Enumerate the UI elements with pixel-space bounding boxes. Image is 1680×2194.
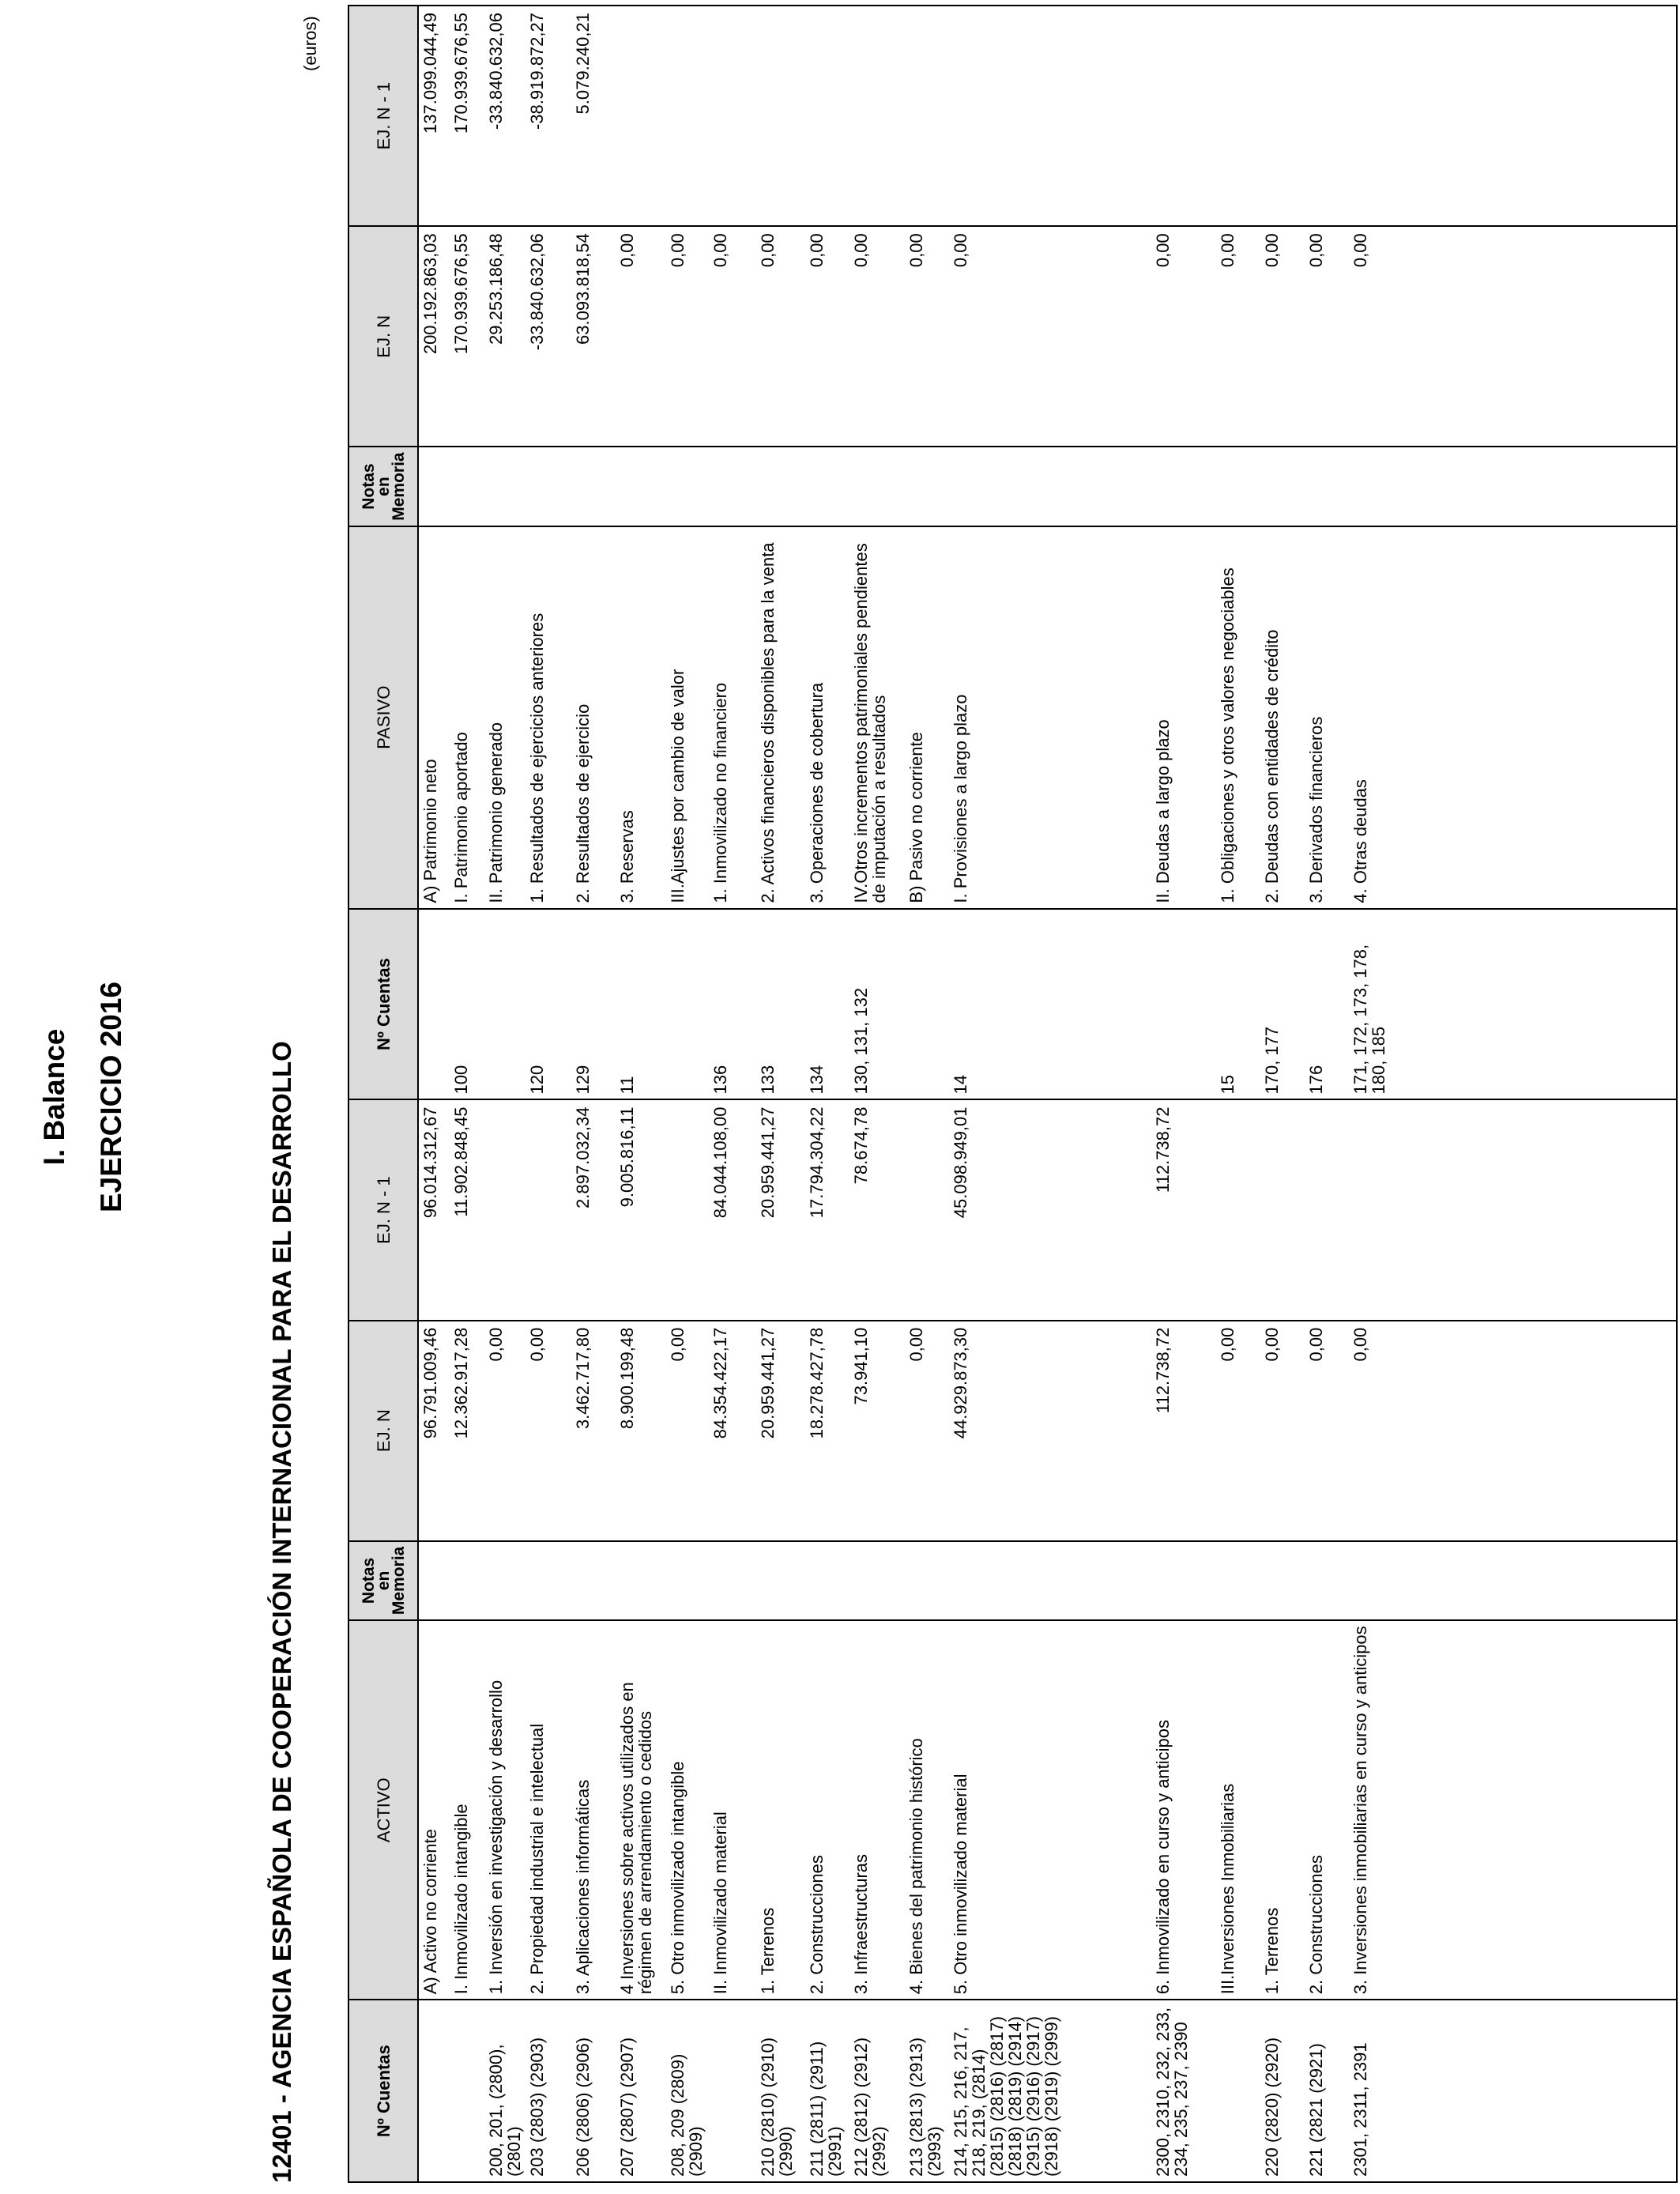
empty-cell — [1398, 447, 1677, 526]
pasivo-ejn-cell: 0,00 — [905, 226, 949, 447]
empty-cell — [1398, 1541, 1677, 1620]
pasivo-ejn1-cell — [666, 6, 709, 226]
pasivo-cuentas-cell: 11 — [616, 909, 666, 1100]
activo-notas-cell — [756, 1541, 805, 1620]
activo-ejn1-cell — [1349, 1100, 1398, 1321]
empty-cell — [1398, 2000, 1677, 2182]
activo-label-cell: 2. Construcciones — [1305, 1620, 1349, 2000]
table-row — [849, 6, 905, 2182]
header-pasivo-ejn: EJ. N — [348, 226, 418, 447]
activo-ejn-cell: 73.941,10 — [849, 1321, 905, 1541]
activo-ejn-cell: 0,00 — [525, 1321, 571, 1541]
pasivo-label-cell: II. Patrimonio generado — [484, 526, 525, 909]
table-row — [666, 6, 709, 2182]
empty-cell — [1398, 526, 1677, 909]
pasivo-ejn-cell: 0,00 — [1260, 226, 1305, 447]
activo-ejn-cell: 96.791.009,46 — [418, 1321, 450, 1541]
pasivo-cuentas-cell — [418, 909, 450, 1100]
activo-label-cell: III.Inversiones Inmobiliarias — [1216, 1620, 1260, 2000]
pasivo-notas-cell — [1349, 447, 1398, 526]
pasivo-ejn-cell: 0,00 — [666, 226, 709, 447]
activo-label-cell: A) Activo no corriente — [418, 1620, 450, 2000]
activo-notas-cell — [571, 1541, 616, 1620]
activo-label-cell: 6. Inmovilizado en curso y anticipos — [1151, 1620, 1216, 2000]
activo-label-cell: II. Inmovilizado material — [709, 1620, 756, 2000]
pasivo-notas-cell — [1216, 447, 1260, 526]
activo-notas-cell — [1260, 1541, 1305, 1620]
pasivo-ejn-cell: 0,00 — [805, 226, 849, 447]
activo-label-cell: 4. Bienes del patrimonio histórico — [905, 1620, 949, 2000]
table-row — [1305, 6, 1349, 2182]
pasivo-ejn-cell: 0,00 — [709, 226, 756, 447]
table-row — [450, 6, 484, 2182]
table-row — [418, 6, 450, 2182]
activo-label-cell: 5. Otro inmovilizado material — [949, 1620, 1151, 2000]
activo-ejn-cell: 44.929.873,30 — [949, 1321, 1151, 1541]
activo-notas-cell — [418, 1541, 450, 1620]
activo-ejn-cell: 18.278.427,78 — [805, 1321, 849, 1541]
activo-notas-cell — [849, 1541, 905, 1620]
pasivo-cuentas-cell: 136 — [709, 909, 756, 1100]
pasivo-label-cell: 3. Derivados financieros — [1305, 526, 1349, 909]
table-row — [1349, 6, 1398, 2182]
table-row — [1151, 6, 1216, 2182]
pasivo-label-cell: B) Pasivo no corriente — [905, 526, 949, 909]
pasivo-cuentas-cell: 133 — [756, 909, 805, 1100]
activo-label-cell: 3. Inversiones inmobiliarias en curso y anticipos — [1349, 1620, 1398, 2000]
table-row — [571, 6, 616, 2182]
pasivo-ejn-cell: 0,00 — [756, 226, 805, 447]
pasivo-label-cell: IV.Otros incrementos patrimoniales pendientes de imputación a resultados — [849, 526, 905, 909]
pasivo-notas-cell — [849, 447, 905, 526]
activo-cuentas-cell: 212 (2812) (2912) (2992) — [849, 2000, 905, 2182]
pasivo-notas-cell — [905, 447, 949, 526]
activo-notas-cell — [616, 1541, 666, 1620]
pasivo-ejn-cell: 0,00 — [1151, 226, 1216, 447]
table-row — [756, 6, 805, 2182]
activo-ejn-cell: 0,00 — [484, 1321, 525, 1541]
pasivo-label-cell: A) Patrimonio neto — [418, 526, 450, 909]
activo-notas-cell — [709, 1541, 756, 1620]
pasivo-label-cell: 4. Otras deudas — [1349, 526, 1398, 909]
pasivo-ejn1-cell — [1349, 6, 1398, 226]
header-pasivo-cuentas: Nº Cuentas — [348, 909, 418, 1100]
pasivo-notas-cell — [525, 447, 571, 526]
activo-cuentas-cell: 200, 201, (2800), (2801) — [484, 2000, 525, 2182]
pasivo-label-cell: 2. Activos financieros disponibles para la venta — [756, 526, 805, 909]
pasivo-notas-cell — [949, 447, 1151, 526]
pasivo-ejn1-cell — [949, 6, 1151, 226]
activo-ejn-cell: 0,00 — [905, 1321, 949, 1541]
pasivo-ejn1-cell: -38.919.872,27 — [525, 6, 571, 226]
pasivo-label-cell: III.Ajustes por cambio de valor — [666, 526, 709, 909]
activo-ejn1-cell: 96.014.312,67 — [418, 1100, 450, 1321]
pasivo-notas-cell — [666, 447, 709, 526]
pasivo-notas-cell — [616, 447, 666, 526]
pasivo-cuentas-cell: 134 — [805, 909, 849, 1100]
pasivo-ejn1-cell — [1151, 6, 1216, 226]
pasivo-notas-cell — [1305, 447, 1349, 526]
pasivo-cuentas-cell — [666, 909, 709, 1100]
activo-label-cell: 2. Construcciones — [805, 1620, 849, 2000]
pasivo-label-cell: 1. Inmovilizado no financiero — [709, 526, 756, 909]
activo-ejn-cell: 8.900.199,48 — [616, 1321, 666, 1541]
entity-heading: 12401 - AGENCIA ESPAÑOLA DE COOPERACIÓN INTERNACIONAL PARA EL DESARROLLO — [267, 1041, 296, 2183]
header-activo-cuentas: Nº Cuentas — [348, 2000, 418, 2182]
pasivo-ejn1-cell: 5.079.240,21 — [571, 6, 616, 226]
pasivo-ejn-cell: 29.253.186,48 — [484, 226, 525, 447]
activo-notas-cell — [666, 1541, 709, 1620]
pasivo-label-cell: I. Patrimonio aportado — [450, 526, 484, 909]
header-pasivo-notas: Notas en Memoria — [348, 447, 418, 526]
activo-ejn1-cell — [525, 1100, 571, 1321]
table-row — [949, 6, 1151, 2182]
table-row — [525, 6, 571, 2182]
table-filler-row — [1398, 6, 1677, 2182]
activo-ejn1-cell — [1305, 1100, 1349, 1321]
activo-cuentas-cell: 211 (2811) (2911) (2991) — [805, 2000, 849, 2182]
table-row — [1216, 6, 1260, 2182]
table-row — [805, 6, 849, 2182]
activo-cuentas-cell: 214, 215, 216, 217, 218, 219, (2814) (2815) (2816) (2817) (2818) (2819) (2914) (2915) (2916) (2917) (2918) (2919) (2999) — [949, 2000, 1151, 2182]
pasivo-notas-cell — [756, 447, 805, 526]
pasivo-ejn1-cell — [756, 6, 805, 226]
pasivo-ejn1-cell — [905, 6, 949, 226]
pasivo-label-cell: 1. Obligaciones y otros valores negociables — [1216, 526, 1260, 909]
activo-cuentas-cell: 208, 209 (2809) (2909) — [666, 2000, 709, 2182]
header-activo-notas: Notas en Memoria — [348, 1541, 418, 1620]
activo-cuentas-cell — [418, 2000, 450, 2182]
activo-notas-cell — [1151, 1541, 1216, 1620]
pasivo-ejn-cell: -33.840.632,06 — [525, 226, 571, 447]
activo-label-cell: 3. Aplicaciones informáticas — [571, 1620, 616, 2000]
activo-ejn1-cell — [666, 1100, 709, 1321]
empty-cell — [1398, 1321, 1677, 1541]
pasivo-notas-cell — [484, 447, 525, 526]
activo-ejn1-cell — [1260, 1100, 1305, 1321]
activo-cuentas-cell — [450, 2000, 484, 2182]
pasivo-ejn-cell: 63.093.818,54 — [571, 226, 616, 447]
activo-ejn-cell: 20.959.441,27 — [756, 1321, 805, 1541]
table-header-row — [348, 6, 418, 2182]
pasivo-notas-cell — [805, 447, 849, 526]
pasivo-cuentas-cell: 171, 172, 173, 178, 180, 185 — [1349, 909, 1398, 1100]
pasivo-cuentas-cell — [905, 909, 949, 1100]
pasivo-ejn1-cell — [1305, 6, 1349, 226]
activo-notas-cell — [450, 1541, 484, 1620]
activo-ejn1-cell: 20.959.441,27 — [756, 1100, 805, 1321]
activo-ejn1-cell: 112.738,72 — [1151, 1100, 1216, 1321]
activo-cuentas-cell — [1216, 2000, 1260, 2182]
pasivo-ejn1-cell — [616, 6, 666, 226]
activo-cuentas-cell: 2301, 2311, 2391 — [1349, 2000, 1398, 2182]
header-activo: ACTIVO — [348, 1620, 418, 2000]
activo-notas-cell — [1349, 1541, 1398, 1620]
pasivo-ejn1-cell — [805, 6, 849, 226]
activo-cuentas-cell: 220 (2820) (2920) — [1260, 2000, 1305, 2182]
activo-cuentas-cell — [709, 2000, 756, 2182]
activo-ejn1-cell: 2.897.032,34 — [571, 1100, 616, 1321]
activo-ejn1-cell: 17.794.304,22 — [805, 1100, 849, 1321]
activo-label-cell: 4 Inversiones sobre activos utilizados en régimen de arrendamiento o cedidos — [616, 1620, 666, 2000]
pasivo-cuentas-cell — [484, 909, 525, 1100]
pasivo-cuentas-cell: 129 — [571, 909, 616, 1100]
header-pasivo-ejn1: EJ. N - 1 — [348, 6, 418, 226]
balance-table — [348, 5, 1678, 2183]
activo-ejn1-cell: 84.044.108,00 — [709, 1100, 756, 1321]
table-row — [905, 6, 949, 2182]
pasivo-label-cell: 3. Operaciones de cobertura — [805, 526, 849, 909]
activo-ejn-cell: 0,00 — [1260, 1321, 1305, 1541]
pasivo-ejn1-cell — [1216, 6, 1260, 226]
pasivo-ejn-cell: 0,00 — [1349, 226, 1398, 447]
activo-cuentas-cell: 2300, 2310, 232, 233, 234, 235, 237, 2390 — [1151, 2000, 1216, 2182]
activo-ejn-cell: 0,00 — [1305, 1321, 1349, 1541]
pasivo-notas-cell — [571, 447, 616, 526]
activo-label-cell: 5. Otro inmovilizado intangible — [666, 1620, 709, 2000]
pasivo-label-cell: 1. Resultados de ejercicios anteriores — [525, 526, 571, 909]
activo-notas-cell — [805, 1541, 849, 1620]
activo-cuentas-cell: 206 (2806) (2906) — [571, 2000, 616, 2182]
activo-notas-cell — [1216, 1541, 1260, 1620]
pasivo-ejn-cell: 170.939.676,55 — [450, 226, 484, 447]
empty-cell — [1398, 1620, 1677, 2000]
table-row — [709, 6, 756, 2182]
activo-ejn1-cell: 11.902.848,45 — [450, 1100, 484, 1321]
pasivo-ejn-cell: 0,00 — [849, 226, 905, 447]
activo-ejn1-cell — [1216, 1100, 1260, 1321]
pasivo-ejn1-cell — [709, 6, 756, 226]
header-activo-ejn1: EJ. N - 1 — [348, 1100, 418, 1321]
activo-label-cell: 1. Inversión en investigación y desarrollo — [484, 1620, 525, 2000]
activo-label-cell: 1. Terrenos — [756, 1620, 805, 2000]
activo-ejn-cell: 84.354.422,17 — [709, 1321, 756, 1541]
activo-label-cell: 1. Terrenos — [1260, 1620, 1305, 2000]
activo-ejn-cell: 0,00 — [1349, 1321, 1398, 1541]
table-row — [1260, 6, 1305, 2182]
activo-ejn1-cell: 45.098.949,01 — [949, 1100, 1151, 1321]
activo-ejn1-cell — [905, 1100, 949, 1321]
pasivo-notas-cell — [418, 447, 450, 526]
pasivo-ejn-cell: 0,00 — [949, 226, 1151, 447]
pasivo-ejn1-cell — [1260, 6, 1305, 226]
pasivo-label-cell: 3. Reservas — [616, 526, 666, 909]
activo-label-cell: I. Inmovilizado intangible — [450, 1620, 484, 2000]
pasivo-cuentas-cell: 176 — [1305, 909, 1349, 1100]
pasivo-ejn1-cell: 170.939.676,55 — [450, 6, 484, 226]
empty-cell — [1398, 1100, 1677, 1321]
activo-notas-cell — [525, 1541, 571, 1620]
activo-ejn-cell: 112.738,72 — [1151, 1321, 1216, 1541]
header-activo-ejn: EJ. N — [348, 1321, 418, 1541]
pasivo-cuentas-cell: 130, 131, 132 — [849, 909, 905, 1100]
pasivo-label-cell: II. Deudas a largo plazo — [1151, 526, 1216, 909]
document-title: I. Balance — [38, 1028, 70, 1166]
pasivo-ejn-cell: 0,00 — [1216, 226, 1260, 447]
activo-notas-cell — [949, 1541, 1151, 1620]
activo-ejn-cell: 12.362.917,28 — [450, 1321, 484, 1541]
empty-cell — [1398, 226, 1677, 447]
pasivo-label-cell: I. Provisiones a largo plazo — [949, 526, 1151, 909]
empty-cell — [1398, 6, 1677, 226]
pasivo-cuentas-cell: 120 — [525, 909, 571, 1100]
table-row — [484, 6, 525, 2182]
empty-cell — [1398, 909, 1677, 1100]
activo-notas-cell — [905, 1541, 949, 1620]
pasivo-cuentas-cell: 14 — [949, 909, 1151, 1100]
activo-label-cell: 2. Propiedad industrial e intelectual — [525, 1620, 571, 2000]
pasivo-cuentas-cell: 170, 177 — [1260, 909, 1305, 1100]
pasivo-label-cell: 2. Deudas con entidades de crédito — [1260, 526, 1305, 909]
fiscal-year-title: EJERCICIO 2016 — [95, 981, 127, 1213]
currency-units: (euros) — [300, 16, 320, 71]
activo-cuentas-cell: 221 (2821 (2921) — [1305, 2000, 1349, 2182]
pasivo-ejn-cell: 0,00 — [616, 226, 666, 447]
pasivo-notas-cell — [1260, 447, 1305, 526]
pasivo-notas-cell — [1151, 447, 1216, 526]
activo-ejn1-cell: 78.674,78 — [849, 1100, 905, 1321]
activo-ejn-cell: 0,00 — [666, 1321, 709, 1541]
pasivo-ejn-cell: 200.192.863,03 — [418, 226, 450, 447]
pasivo-notas-cell — [709, 447, 756, 526]
activo-ejn1-cell — [484, 1100, 525, 1321]
activo-cuentas-cell: 213 (2813) (2913) (2993) — [905, 2000, 949, 2182]
activo-label-cell: 3. Infraestructuras — [849, 1620, 905, 2000]
activo-ejn-cell: 3.462.717,80 — [571, 1321, 616, 1541]
pasivo-label-cell: 2. Resultados de ejercicio — [571, 526, 616, 909]
pasivo-cuentas-cell — [1151, 909, 1216, 1100]
activo-cuentas-cell: 203 (2803) (2903) — [525, 2000, 571, 2182]
pasivo-cuentas-cell: 100 — [450, 909, 484, 1100]
pasivo-ejn1-cell: 137.099.044,49 — [418, 6, 450, 226]
pasivo-ejn1-cell — [849, 6, 905, 226]
pasivo-ejn-cell: 0,00 — [1305, 226, 1349, 447]
activo-ejn-cell: 0,00 — [1216, 1321, 1260, 1541]
table-row — [616, 6, 666, 2182]
pasivo-notas-cell — [450, 447, 484, 526]
activo-cuentas-cell: 207 (2807) (2907) — [616, 2000, 666, 2182]
activo-notas-cell — [1305, 1541, 1349, 1620]
activo-notas-cell — [484, 1541, 525, 1620]
pasivo-ejn1-cell: -33.840.632,06 — [484, 6, 525, 226]
pasivo-cuentas-cell: 15 — [1216, 909, 1260, 1100]
activo-ejn1-cell: 9.005.816,11 — [616, 1100, 666, 1321]
activo-cuentas-cell: 210 (2810) (2910) (2990) — [756, 2000, 805, 2182]
header-pasivo: PASIVO — [348, 526, 418, 909]
